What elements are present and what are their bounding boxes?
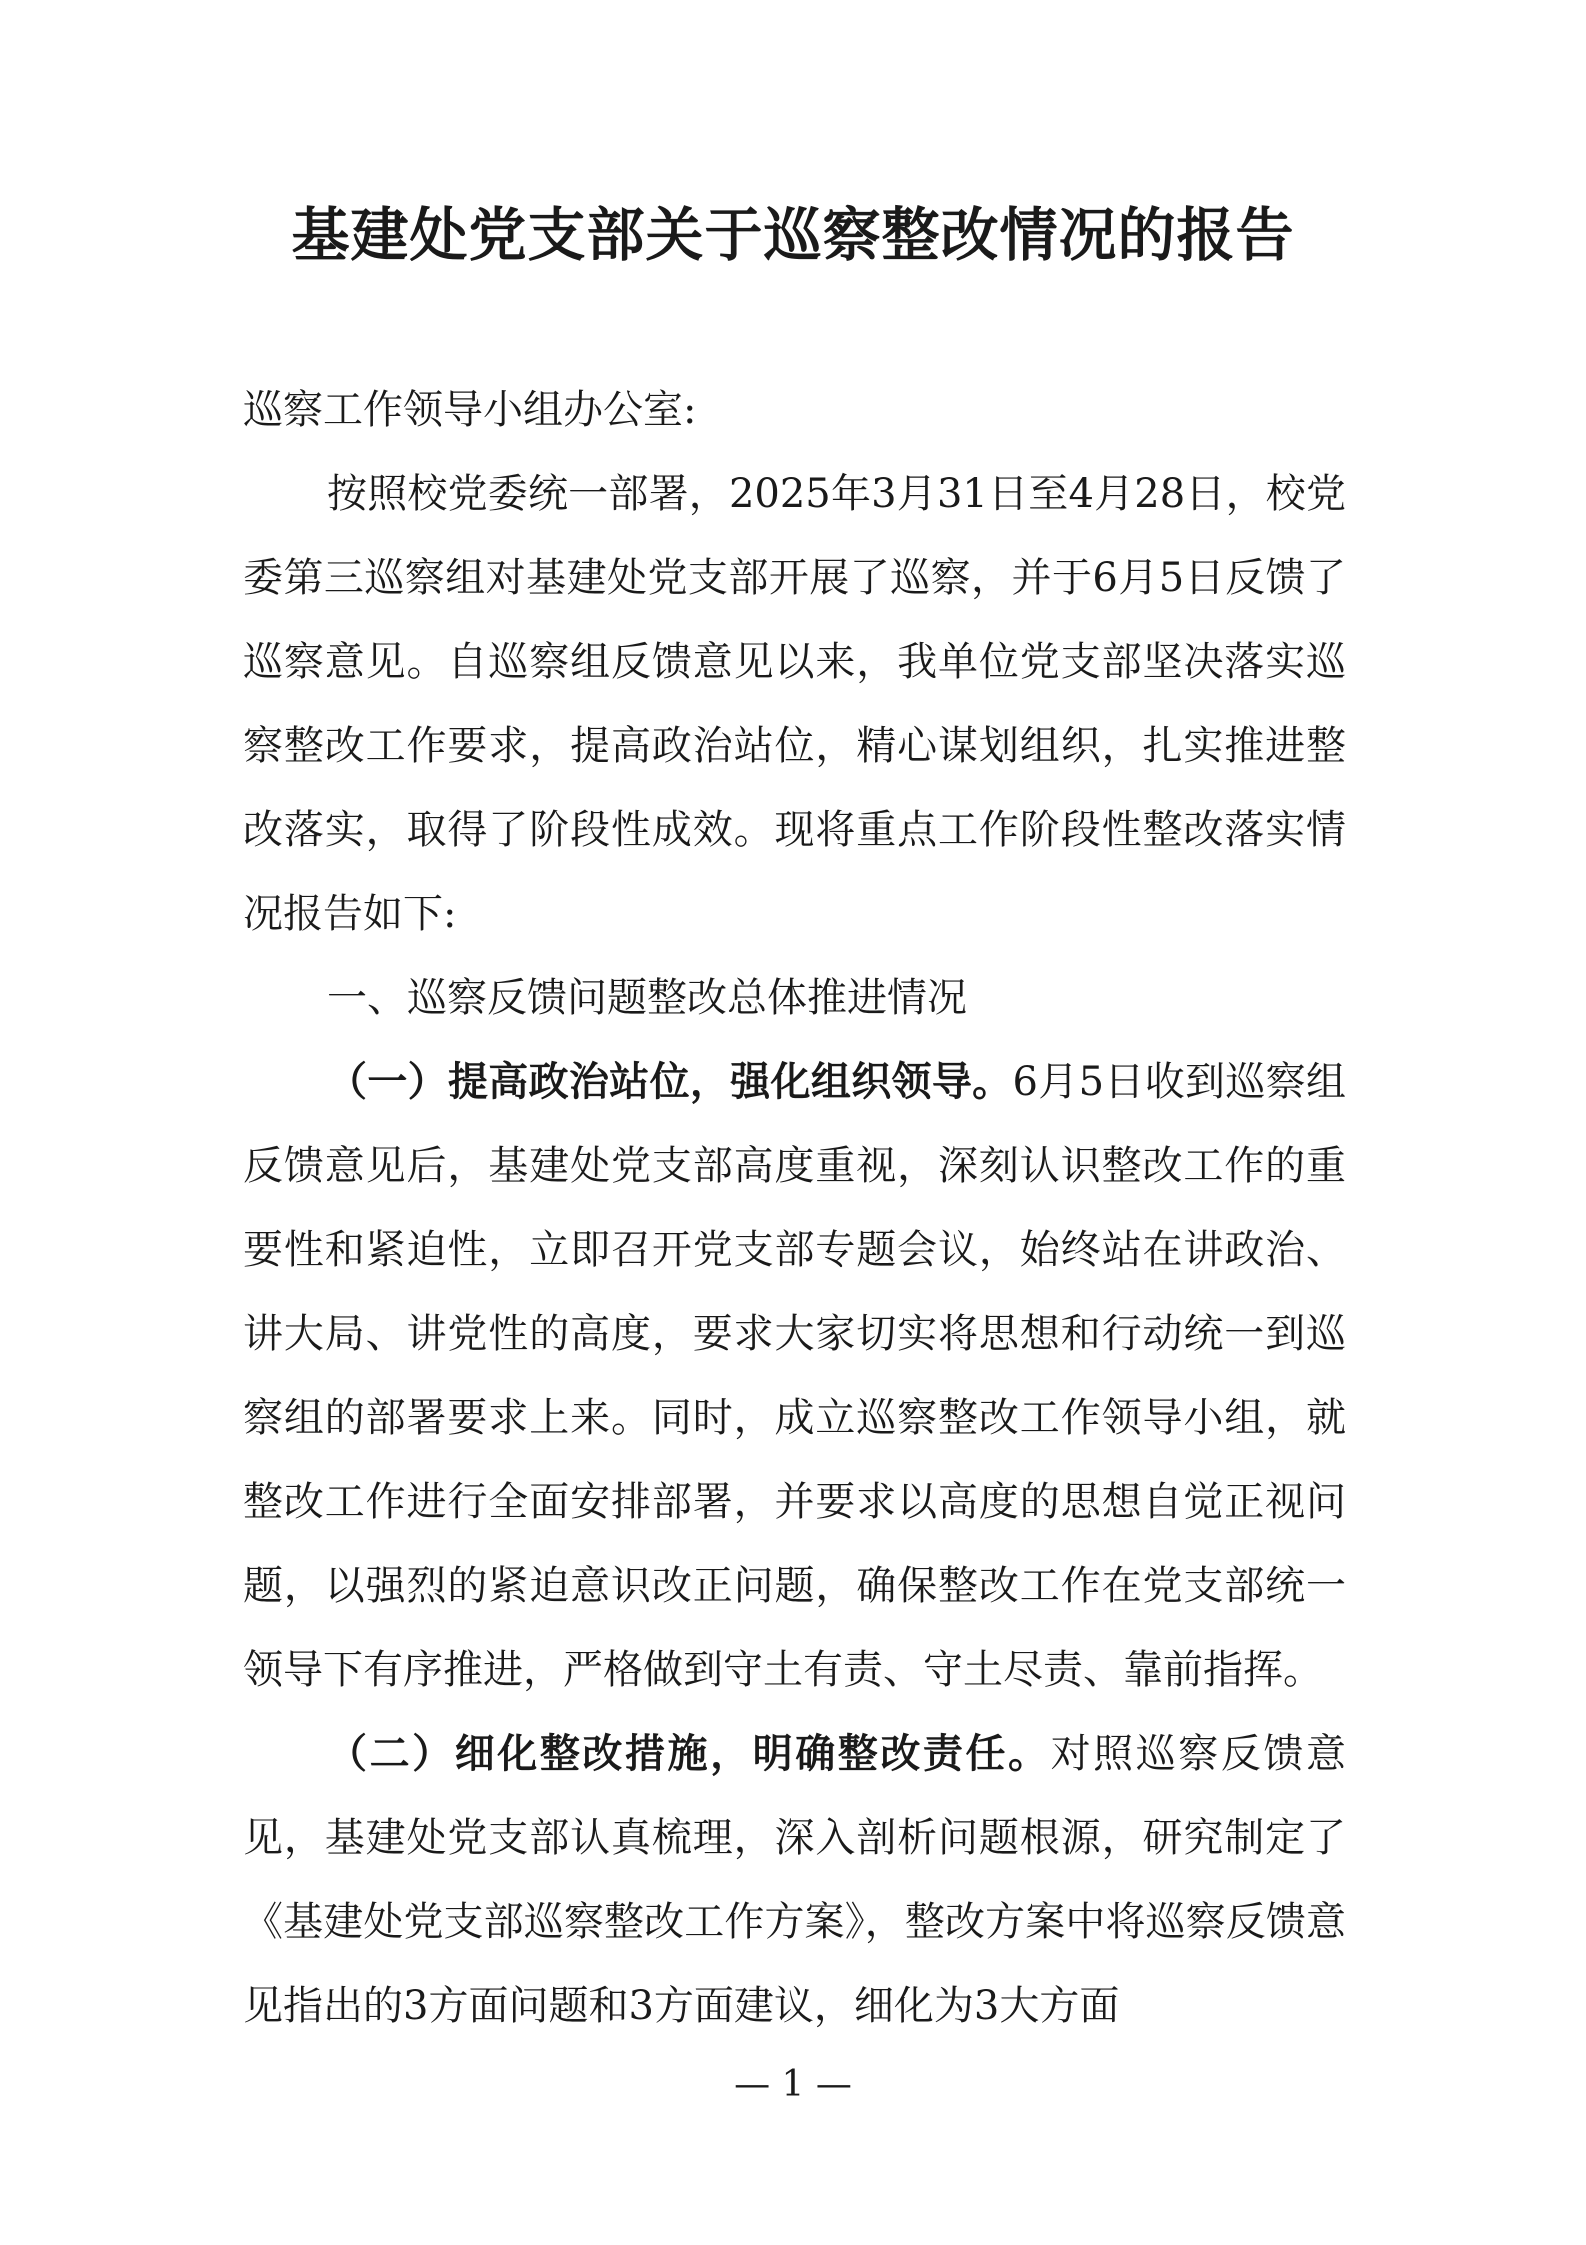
salutation: 巡察工作领导小组办公室: [243, 387, 697, 433]
subsection-1-paragraph [243, 1040, 1346, 1712]
section-heading-1: 一、巡察反馈问题整改总体推进情况 [327, 975, 967, 1021]
subsection-1-text: 6月5日收到巡察组反馈意见后，基建处党支部高度重视，深刻认识整改工作的重要性和紧迫性，立即召开党支部专题会议，始终站在讲政治、讲大局、讲党性的高度，要求大家切实将思想和行动统一到巡察组的部署要求上来。同时，成立巡察整改工作领导小组，就整改工作进行全面安排部署，并要求以高度的思想自觉正视问题，以强烈的紧迫意识改正问题，确保整改工作在党支部统一领导下有序推进，严格做到守土有责、守土尽责、靠前指挥。 [243, 1059, 1347, 1693]
subsection-2-lead: （二）细化整改措施，明确整改责任。 [327, 1730, 1051, 1777]
subsection-2-text: 对照巡察反馈意见，基建处党支部认真梳理，深入剖析问题根源，研究制定了《基建处党支部巡察整改工作方案》，整改方案中将巡察反馈意见指出的3方面问题和3方面建议，细化为3大方面 [243, 1731, 1347, 2029]
intro-paragraph: 按照校党委统一部署，2025年3月31日至4月28日，校党委第三巡察组对基建处党支部开展了巡察，并于6月5日反馈了巡察意见。自巡察组反馈意见以来，我单位党支部坚决落实巡察整改工作要求，提高政治站位，精心谋划组织，扎实推进整改落实，取得了阶段性成效。现将重点工作阶段性整改落实情况报告如下: [243, 471, 1346, 937]
page-number: — 1 — [734, 2064, 852, 2105]
subsection-2-paragraph [243, 1712, 1346, 2048]
document-title: 基建处党支部关于巡察整改情况的报告 [291, 201, 1295, 269]
document-body [243, 368, 1346, 2048]
subsection-1-lead: （一）提高政治站位，强化组织领导。 [327, 1058, 1013, 1105]
